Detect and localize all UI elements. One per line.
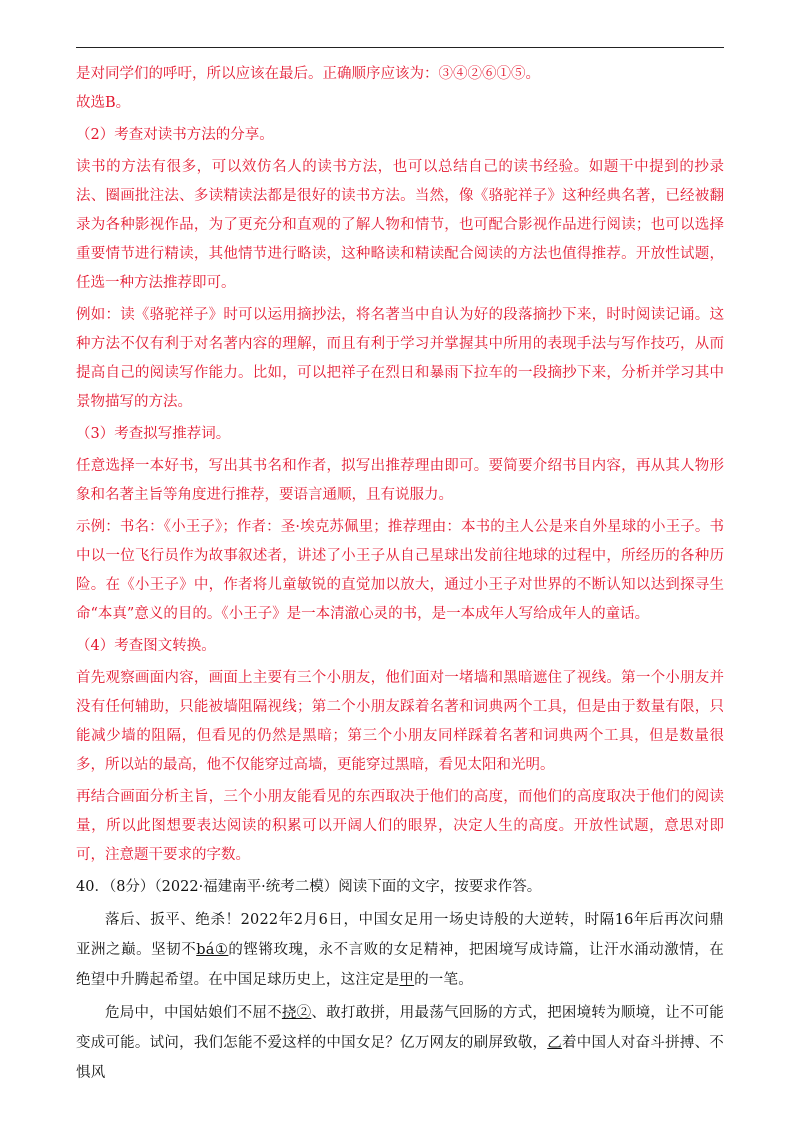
answer-content [76,60,724,1088]
question-40-stem: 40．（8分）（2022·福建南平·统考二模）阅读下面的文字，按要求作答。 [76,879,542,895]
passage-paragraph-1 [76,905,724,995]
passage-text: 危局中，中国姑娘们不屈不 [105,1005,282,1021]
passage-text: 的一笔。 [414,972,473,988]
passage-text: 、敢打敢拼，用最荡气回肠的方式，把困境转为顺境，让不可能变成可能。试问，我们怎能不爱这样的中国女足？亿万网友的刷屏致敬， [76,1005,724,1051]
q4-heading: （4）考查图文转换。 [76,638,216,654]
q4-paragraph-2: 再结合画面分析主旨，三个小朋友能看见的东西取决于他们的高度，而他们的高度取决于他们的阅读量，所以此图想要表达阅读的积累可以开阔人们的眼界，决定人生的高度。开放性试题，意思对即可，注意题干要求的字数。 [76,789,724,863]
passage-text: 的铿锵玫瑰，永不言败的女足精神，把困境写成诗篇，让汗水涌动激情，在绝望中升腾起希望。在中国足球历史上，这注定是 [76,942,724,988]
annotated-char: 挠② [281,1005,312,1021]
q4-paragraph-1: 首先观察画面内容，画面上主要有三个小朋友，他们面对一堵墙和黑暗遮住了视线。第一个小朋友并没有任何辅助，只能被墙阻隔视线；第二个小朋友踩着名著和词典两个工具，但是由于数量有限，只能减少墙的阻隔，但看见的仍然是黑暗；第三个小朋友同样踩着名著和词典两个工具，但是数量很多，所以站的最高，他不仅能穿过高墙，更能穿过黑暗，看见太阳和光明。 [76,670,724,773]
q3-heading: （3）考查拟写推荐词。 [76,426,231,442]
q2-paragraph-1: 读书的方法有很多，可以效仿名人的读书方法，也可以总结自己的读书经验。如题干中提到的抄录法、圈画批注法、多读精读法都是很好的读书方法。当然，像《骆驼祥子》这种经典名著，已经被翻录为各种影视作品，为了更充分和直观的了解人物和情节，也可配合影视作品进行阅读；也可以选择重要情节进行精读，其他情节进行略读，这种略读和精读配合阅读的方法也值得推荐。开放性试题，任选一种方法推荐即可。 [76,159,724,291]
q3-paragraph-2: 示例：书名：《小王子》；作者：圣·埃克苏佩里；推荐理由：本书的主人公是来自外星球的小王子。书中以一位飞行员作为故事叙述者，讲述了小王子从自己星球出发前往地球的过程中，所经历的各种历险。在《小王子》中，作者将儿童敏锐的直觉加以放大，通过小王子对世界的不断认知以达到探寻生命“本真”意义的目的。《小王子》是一本清澈心灵的书，是一本成年人写给成年人的童话。 [76,519,724,622]
q2-paragraph-2: 例如：读《骆驼祥子》时可以运用摘抄法，将名著当中自认为好的段落摘抄下来，时时阅读记诵。这种方法不仅有利于对名著内容的理解，而且有利于学习并掌握其中所用的表现手法与写作技巧，从而提高自己的阅读写作能力。比如，可以把祥子在烈日和暴雨下拉车的一段摘抄下来，分析并学习其中景物描写的方法。 [76,307,724,410]
blank-marker: 甲 [399,972,415,988]
passage-text: 着中国人对奋斗拼搏、不惧风 [76,1035,724,1081]
pinyin-blank: bá① [196,942,229,958]
q2-heading: （2）考查对读书方法的分享。 [76,127,274,143]
answer-order-line: 是对同学们的呼吁，所以应该在最后。正确顺序应该为：③④②⑥①⑤。 [76,66,540,82]
passage-paragraph-2 [76,998,724,1088]
passage-text: 落后、扳平、绝杀！2022年2月6日，中国女足用一场史诗般的大逆转，时隔16年后再次问鼎亚洲之巅。坚韧不 [76,912,724,958]
header-rule [76,47,724,48]
answer-choice: 故选B。 [76,95,131,111]
blank-marker: 乙 [547,1035,563,1051]
q3-paragraph-1: 任意选择一本好书，写出其书名和作者，拟写出推荐理由即可。要简要介绍书目内容，再从其人物形象和名著主旨等角度进行推荐，要语言通顺，且有说服力。 [76,458,724,503]
